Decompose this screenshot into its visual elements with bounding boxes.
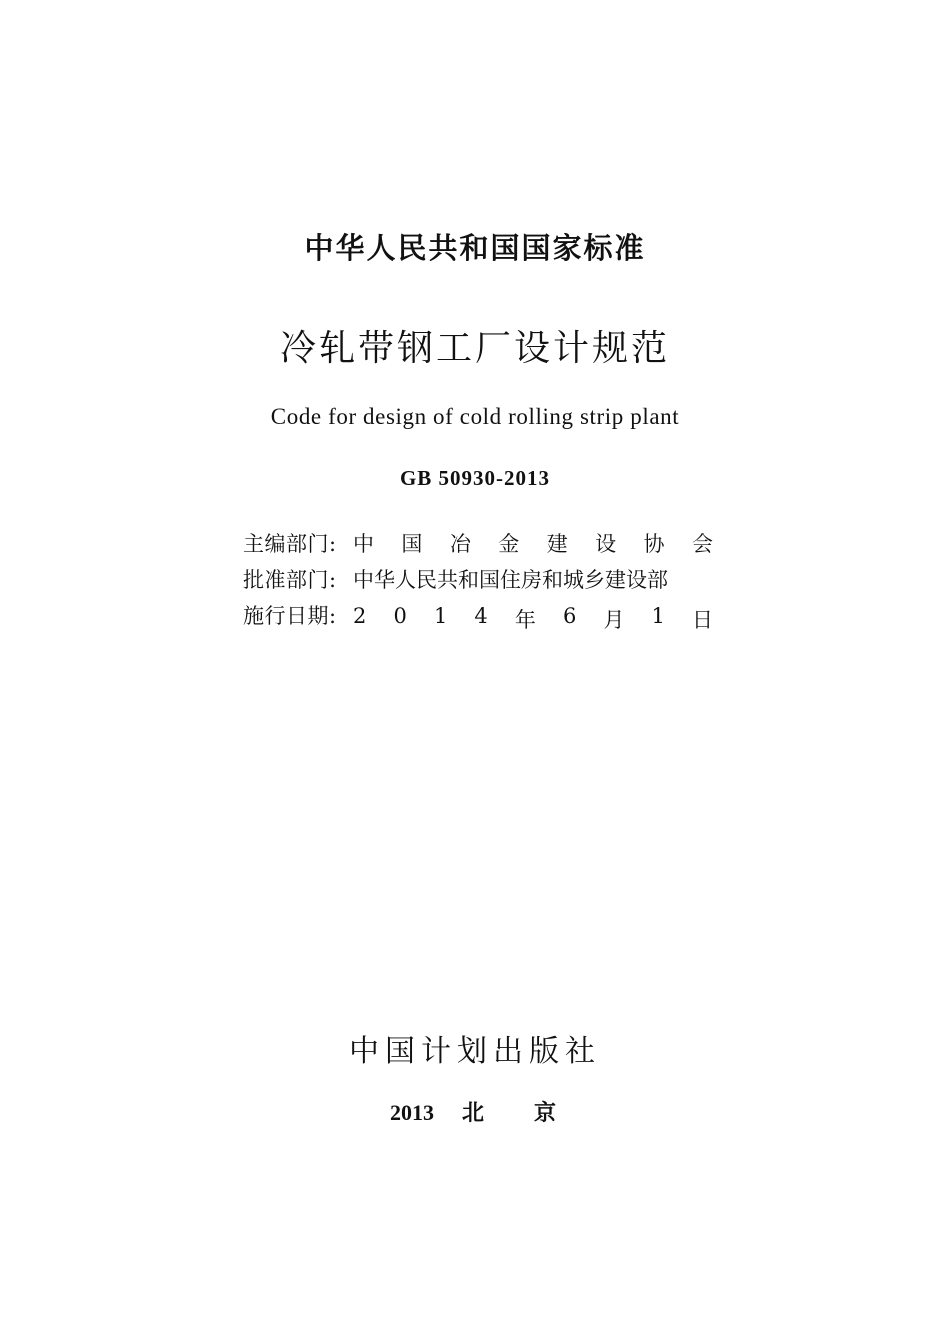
editor-char: 协 — [643, 532, 665, 556]
date-char: 年 — [514, 608, 536, 632]
publication-city-char: 北 — [462, 1100, 485, 1125]
approver-row — [243, 564, 713, 594]
standard-series-heading: 中华人民共和国国家标准 — [304, 231, 646, 265]
date-char: 4 — [474, 604, 488, 628]
document-title-chinese: 冷轧带钢工厂设计规范 — [279, 328, 670, 369]
publication-year-city — [390, 1096, 590, 1127]
document-title-english: Code for design of cold rolling strip plant — [270, 404, 680, 429]
date-char: 2 — [353, 604, 367, 628]
editor-char: 设 — [595, 532, 617, 556]
date-char: 1 — [433, 604, 448, 628]
effective-date-row — [243, 600, 713, 634]
editor-char: 会 — [691, 532, 713, 556]
publication-city-char: 京 — [534, 1100, 557, 1125]
approver-label: 批准部门: — [243, 568, 337, 592]
standard-code: GB 50930-2013 — [399, 466, 551, 490]
date-char: 日 — [692, 608, 713, 632]
publication-year: 2013 — [390, 1100, 434, 1125]
editor-char: 金 — [498, 532, 520, 556]
date-char: 月 — [603, 608, 625, 632]
date-char: 6 — [562, 604, 577, 628]
editor-char: 国 — [401, 532, 423, 556]
editor-label: 主编部门: — [243, 532, 337, 556]
effective-date-label: 施行日期: — [243, 604, 337, 628]
editor-value — [353, 528, 713, 558]
approver-value: 中华人民共和国住房和城乡建设部 — [353, 568, 668, 592]
editor-row — [243, 528, 713, 558]
publisher-name: 中国计划出版社 — [349, 1034, 601, 1069]
editor-char: 建 — [546, 532, 568, 556]
editor-char: 冶 — [449, 532, 471, 556]
date-char: 1 — [651, 604, 665, 628]
date-char: 0 — [393, 604, 407, 628]
effective-date-value — [353, 604, 713, 634]
editor-char: 中 — [353, 532, 374, 556]
